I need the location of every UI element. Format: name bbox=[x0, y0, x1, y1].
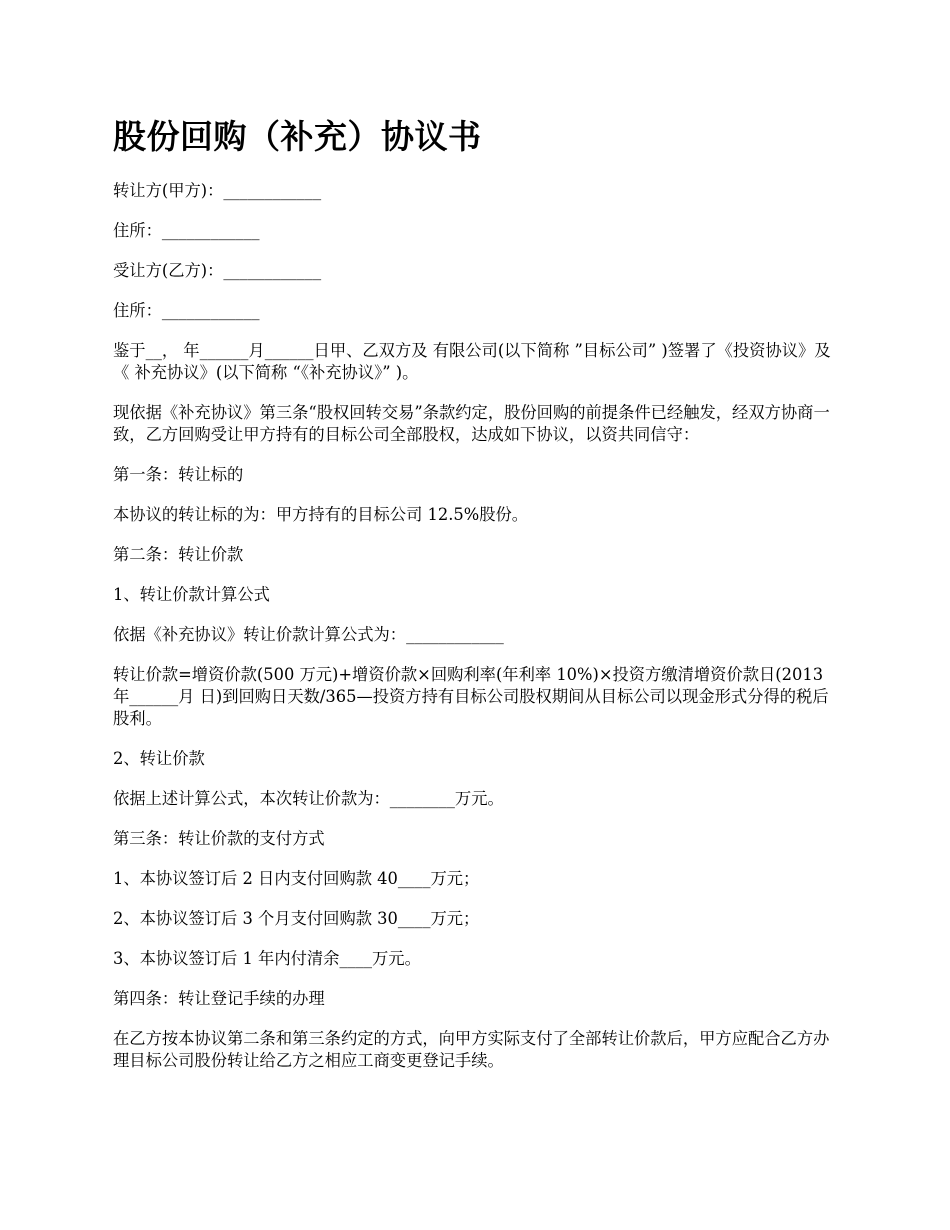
party-a-line: 转让方(甲方)：____________ bbox=[113, 181, 322, 200]
party-b-line: 受让方(乙方)：____________ bbox=[113, 261, 322, 280]
article-1-body: 本协议的转让标的为：甲方持有的目标公司 12.5%股份。 bbox=[113, 505, 529, 524]
article-2-item-1-heading: 1、转让价款计算公式 bbox=[113, 585, 270, 604]
article-4-heading: 第四条：转让登记手续的办理 bbox=[113, 989, 325, 1008]
article-2-formula-intro: 依据《补充协议》转让价款计算公式为：____________ bbox=[113, 625, 504, 644]
basis-paragraph: 现依据《补充协议》第三条“股权回转交易”条款约定，股份回购的前提条件已经触发，经双方协商一致，乙方回购受让甲方持有的目标公司全部股权，达成如下协议，以资共同信守： bbox=[113, 403, 830, 444]
article-3-item-3: 3、本协议签订后 1 年内付清余____万元。 bbox=[113, 949, 421, 968]
article-2-heading: 第二条：转让价款 bbox=[113, 545, 244, 564]
article-3-heading: 第三条：转让价款的支付方式 bbox=[113, 829, 325, 848]
document-page bbox=[113, 112, 843, 1090]
article-1-heading: 第一条：转让标的 bbox=[113, 465, 244, 484]
article-2-item-2-heading: 2、转让价款 bbox=[113, 749, 205, 768]
article-3-item-2: 2、本协议签订后 3 个月支付回购款 30____万元； bbox=[113, 909, 480, 928]
article-4-body: 在乙方按本协议第二条和第三条约定的方式，向甲方实际支付了全部转让价款后，甲方应配合乙方办理目标公司股份转让给乙方之相应工商变更登记手续。 bbox=[113, 1029, 830, 1070]
party-a-address-line: 住所：____________ bbox=[113, 221, 260, 240]
party-b-address-line: 住所：____________ bbox=[113, 301, 260, 320]
article-3-item-1: 1、本协议签订后 2 日内支付回购款 40____万元； bbox=[113, 869, 480, 888]
article-2-formula: 转让价款=增资价款(500 万元)+增资价款×回购利率(年利率 10%)×投资方缴清增资价款日(2013 年______月 日)到回购日天数/365—投资方持有目标公司股权期间从目标公司以现金形式分得的税后股利。 bbox=[113, 665, 829, 728]
document-title: 股份回购（补充）协议书 bbox=[113, 117, 482, 156]
article-2-price: 依据上述计算公式，本次转让价款为：________万元。 bbox=[113, 789, 504, 808]
recital-paragraph: 鉴于__， 年______月______日甲、乙双方及 有限公司(以下简称 ”目标公司” )签署了《投资协议》及《 补充协议》(以下简称 “《补充协议》” )。 bbox=[113, 341, 831, 382]
